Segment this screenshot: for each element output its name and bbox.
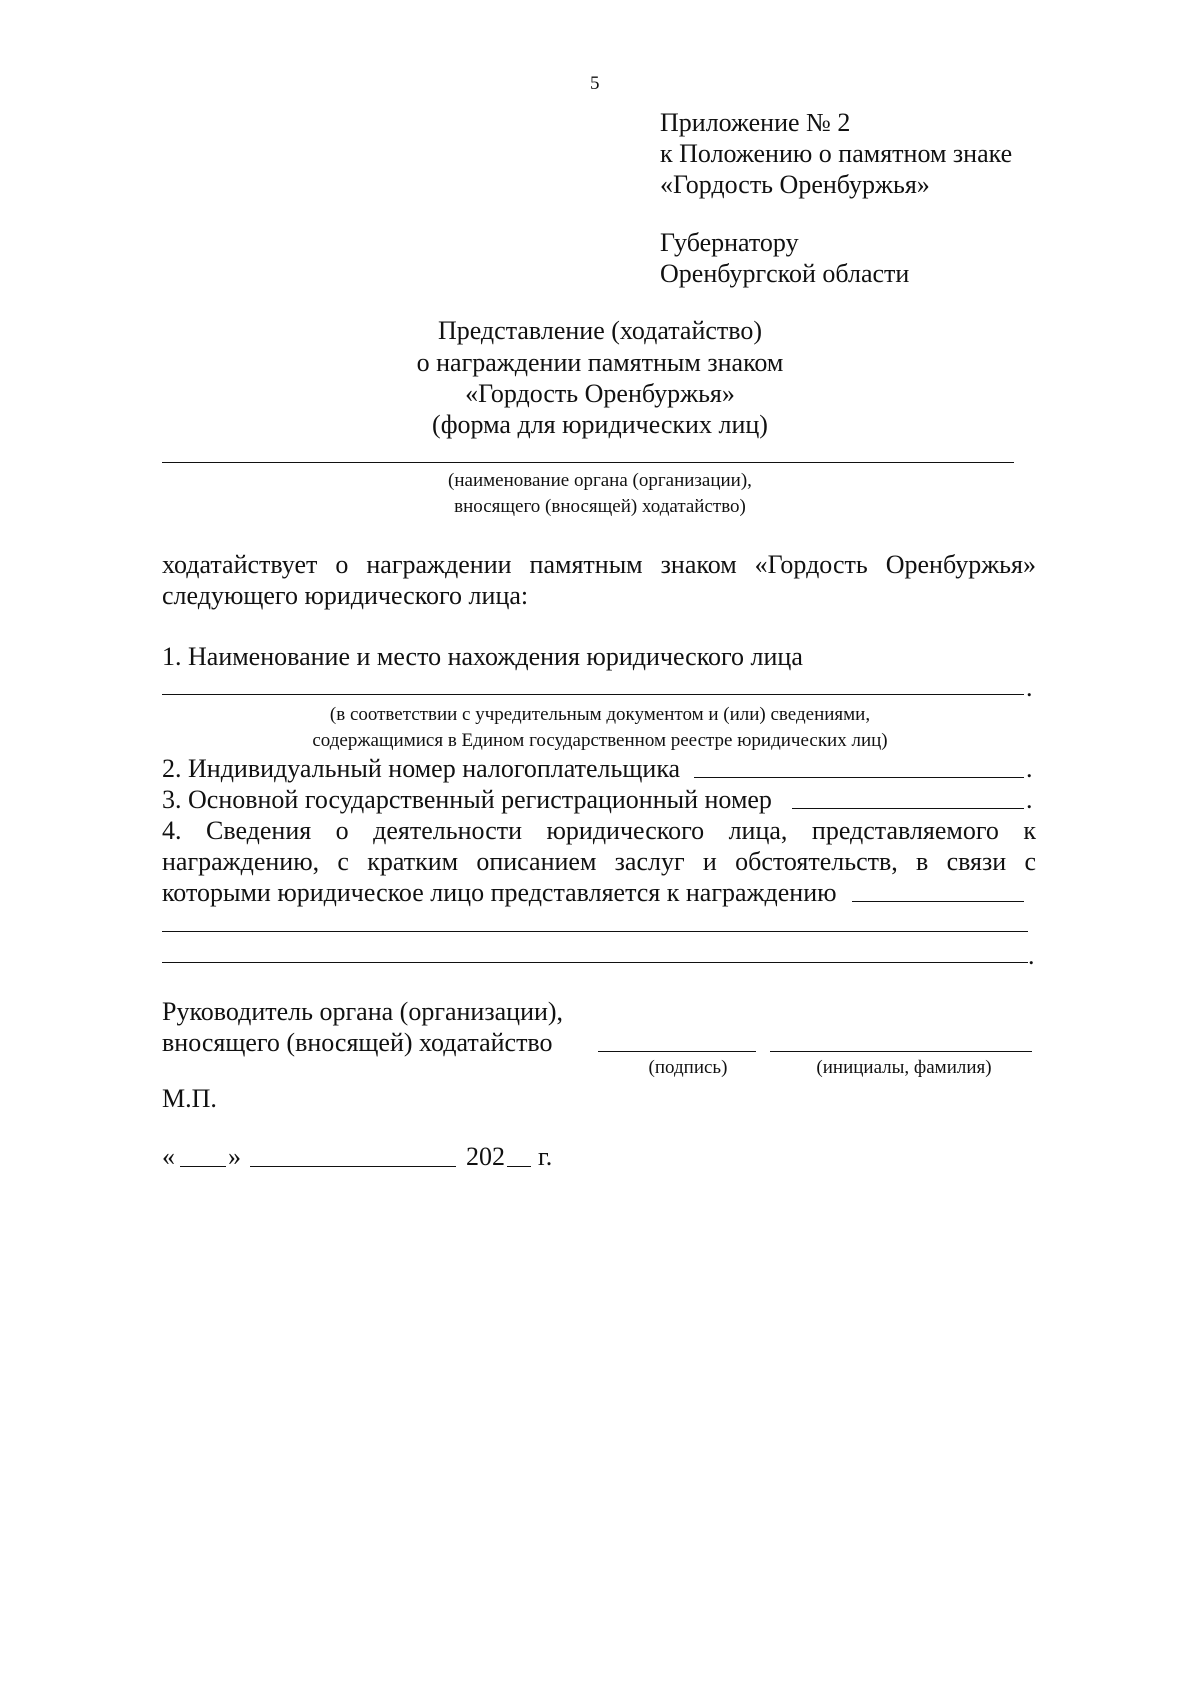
day-field-line [180, 1166, 226, 1167]
title-line-2: о награждении памятным знаком [416, 348, 784, 377]
item1-label: 1. Наименование и место нахождения юридического лица [162, 642, 803, 671]
org-name-field-line [162, 462, 1014, 463]
item2-period: . [1026, 754, 1033, 783]
title-line-3: «Гордость Оренбуржья» [465, 379, 735, 408]
name-field-line [770, 1051, 1032, 1052]
title-line-1: Представление (ходатайство) [437, 316, 763, 345]
signature-caption: (подпись) [648, 1057, 728, 1078]
addressee-line-1: Губернатору [660, 228, 799, 257]
page-number: 5 [590, 73, 600, 94]
appendix-line-1: Приложение № 2 [660, 108, 851, 137]
item3-field-line [792, 808, 1024, 809]
item3-label: 3. Основной государственный регистрационный номер [162, 785, 772, 814]
month-field-line [250, 1166, 456, 1167]
signature-field-line [598, 1051, 756, 1052]
date-close-quote: » [228, 1142, 241, 1171]
date-year: 202 [466, 1142, 505, 1171]
appendix-line-3: «Гордость Оренбуржья» [660, 170, 930, 199]
item2-label: 2. Индивидуальный номер налогоплательщика [162, 754, 681, 783]
item4-field-line-3 [162, 962, 1028, 963]
signature-line-1: Руководитель органа (организации), [162, 997, 564, 1026]
item4-field-line-2 [162, 931, 1028, 932]
title-line-4: (форма для юридических лиц) [432, 410, 768, 439]
org-caption-line-1: (наименование органа (организации), [448, 470, 752, 491]
item4-line-3: которыми юридическое лицо представляется к награждению [162, 878, 837, 907]
item4-line-2: награждению, с кратким описанием заслуг и обстоятельств, в связи с [162, 847, 1036, 876]
item1-caption-line-1: (в соответствии с учредительным документом и (или) сведениями, [329, 704, 871, 725]
item1-caption-line-2: содержащимися в Едином государственном реестре юридических лиц) [312, 730, 888, 751]
item1-field-line [162, 694, 1024, 695]
item2-field-line [694, 777, 1024, 778]
date-year-suffix: г. [538, 1142, 553, 1171]
stamp-label: М.П. [162, 1084, 217, 1113]
year-field-line [507, 1166, 531, 1167]
signature-line-2: вносящего (вносящей) ходатайство [162, 1028, 553, 1057]
intro-line-1: ходатайствует о награждении памятным знаком «Гордость Оренбуржья» [162, 550, 1036, 579]
item3-period: . [1026, 785, 1033, 814]
org-caption-line-2: вносящего (вносящей) ходатайство) [454, 496, 746, 517]
item4-field-line-1 [852, 901, 1024, 902]
date-open-quote: « [162, 1142, 175, 1171]
item4-period: . [1028, 941, 1035, 970]
addressee-line-2: Оренбургской области [660, 259, 910, 288]
appendix-line-2: к Положению о памятном знаке [660, 139, 1013, 168]
item4-line-1: 4. Сведения о деятельности юридического лица, представляемого к [162, 816, 1036, 845]
item1-period: . [1026, 673, 1033, 702]
name-caption: (инициалы, фамилия) [816, 1057, 992, 1078]
intro-line-2: следующего юридического лица: [162, 581, 529, 610]
